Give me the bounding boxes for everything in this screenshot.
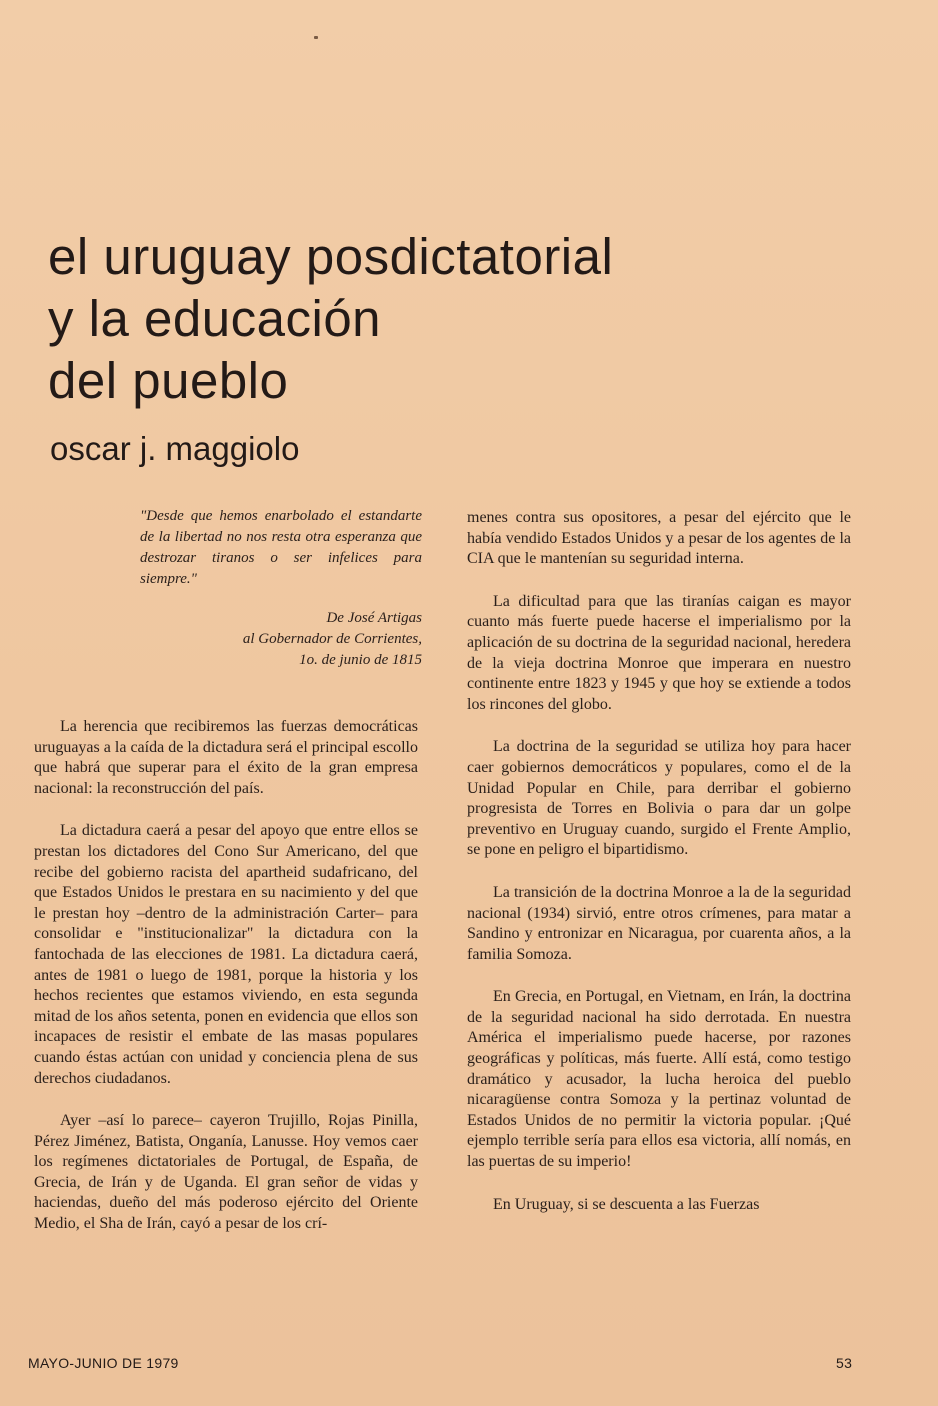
- body-paragraph: La dictadura caerá a pesar del apoyo que entre ellos se prestan los dictadores del Cono Sur Americano, del que recibe del gobierno racista del apartheid sudafricano, del que Estados Unidos le prestara en su nacimiento y del que le prestan hoy –dentro de la administración Carter– para consolidar e "institucionalizar" la dictadura con la fantochada de las elecciones de 1981. La dictadura caerá, antes de 1981 o luego de 1981, porque la historia y los hechos recientes que estamos viviendo, en esta segunda mitad de los años setenta, ponen en evidencia que ellos son incapaces de resistir el embate de las masas populares cuando éstas actúan con unidad y conciencia plena de sus derechos ciudadanos.: [34, 822, 418, 1087]
- right-column: [467, 508, 851, 1215]
- attribution-line: al Gobernador de Corrientes,: [242, 631, 422, 647]
- epigraph-quote: "Desde que hemos enarbolado el estandarte de la libertad no nos resta otra esperanza que destrozar tiranos o ser infelices para siempre.": [140, 508, 422, 587]
- body-paragraph: Ayer –así lo parece– cayeron Trujillo, Rojas Pinilla, Pérez Jiménez, Batista, Onganía, Lanusse. Hoy vemos caer los regímenes dictatoriales de Portugal, de España, de Grecia, de Irán y de Uganda. El gran señor de vidas y haciendas, dueño del más poderoso ejército del Oriente Medio, el Sha de Irán, cayó a pesar de los crí-: [34, 1112, 418, 1233]
- epigraph-attribution: [140, 608, 422, 671]
- title-line: y la educación: [48, 290, 382, 347]
- title-line: el uruguay posdictatorial: [48, 228, 614, 285]
- page-number: 53: [836, 1355, 853, 1371]
- attribution-line: De José Artigas: [326, 610, 422, 626]
- article-author: oscar j. maggiolo: [50, 430, 300, 467]
- article-title: [48, 226, 868, 412]
- body-paragraph: menes contra sus opositores, a pesar del ejército que le había vendido Estados Unidos y a pesar de los agentes de la CIA que le mantenían su seguridad interna.: [467, 509, 851, 568]
- left-column: [34, 717, 418, 1235]
- body-paragraph: La herencia que recibiremos las fuerzas democráticas uruguayas a la caída de la dictadura será el principal escollo que habrá que superar para el éxito de la gran empresa nacional: la reconstrucción del país.: [34, 718, 418, 797]
- attribution-line: 1o. de junio de 1815: [299, 652, 422, 668]
- title-line: del pueblo: [48, 352, 289, 409]
- body-paragraph: En Uruguay, si se descuenta a las Fuerzas: [493, 1195, 760, 1213]
- print-speck: [314, 36, 318, 39]
- body-paragraph: En Grecia, en Portugal, en Vietnam, en Irán, la doctrina de la seguridad nacional ha sido derrotada. En nuestra América el imperialismo puede hacerse, por razones geográficas y políticas, más fuerte. Allí está, como testigo dramático y acusador, la lucha heroica del pueblo nicaragüense contra Somoza y la pertinaz voluntad de Estados Unidos de no permitir la victoria popular. ¡Qué ejemplo terrible sería para ellos esa victoria, allí nomás, en las puertas de su imperio!: [467, 988, 851, 1171]
- epigraph: [140, 506, 422, 671]
- body-paragraph: La dificultad para que las tiranías caigan es mayor cuanto más fuerte puede hacerse el imperialismo por la aplicación de su doctrina de la seguridad nacional, heredera de la vieja doctrina Monroe que imperara en nuestro continente entre 1823 y 1945 y que hoy se extiende a todos los rincones del globo.: [467, 592, 851, 713]
- issue-date: MAYO-JUNIO DE 1979: [28, 1355, 179, 1371]
- body-paragraph: La doctrina de la seguridad se utiliza hoy para hacer caer gobiernos democráticos y populares, como el de la Unidad Popular en Chile, para derribar el gobierno progresista de Torres en Bolivia o para dar un golpe preventivo en Uruguay cuando, surgido el Frente Amplio, se pone en peligro el bipartidismo.: [467, 738, 851, 859]
- body-paragraph: La transición de la doctrina Monroe a la de la seguridad nacional (1934) sirvió, entre otros crímenes, para matar a Sandino y entronizar en Nicaragua, por cuarenta años, a la familia Somoza.: [467, 883, 851, 963]
